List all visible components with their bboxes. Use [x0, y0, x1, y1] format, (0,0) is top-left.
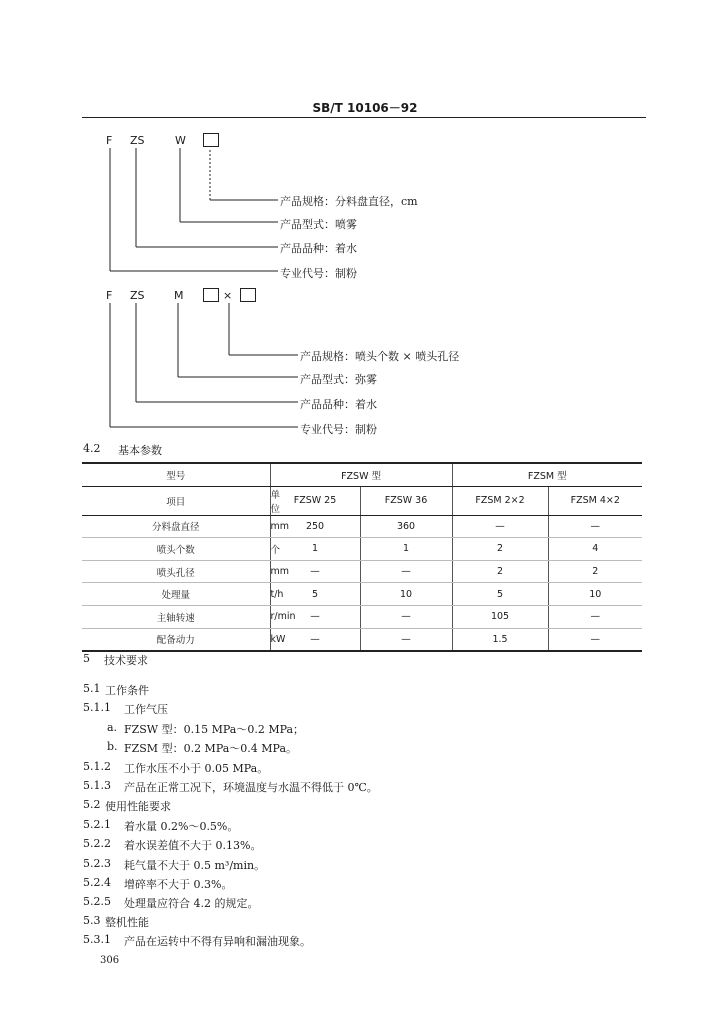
- section-number: 5.2.1: [83, 818, 111, 831]
- section-title: 基本参数: [118, 444, 162, 457]
- row-item: 喷头个数: [82, 538, 270, 561]
- section-number: 5.2.4: [83, 876, 111, 889]
- clause-text: 产品在正常工况下，环境温度与水温不得低于 0℃。: [124, 781, 378, 794]
- header-group-fzsm: FZSM 型: [452, 463, 642, 486]
- cell: 1: [270, 538, 360, 561]
- label-type: 产品型式：弥雾: [300, 373, 377, 386]
- cell: —: [548, 628, 642, 651]
- cell: 5: [452, 583, 548, 606]
- section-title: 整机性能: [105, 916, 149, 929]
- clause-text: 着水误差值不大于 0.13%。: [124, 839, 262, 852]
- cell: —: [452, 515, 548, 538]
- section-number: 5.3.1: [83, 933, 111, 946]
- header-group-fzsw: FZSW 型: [270, 463, 452, 486]
- header-model-4: FZSM 4×2: [548, 486, 642, 515]
- section-title: 使用性能要求: [105, 800, 171, 813]
- clause-text: 产品在运转中不得有异响和漏油现象。: [124, 935, 311, 948]
- header-model: 型号: [82, 463, 270, 486]
- standard-number: SB/T 10106－92: [312, 101, 418, 115]
- cell: 2: [452, 538, 548, 561]
- section-number: 5.3: [83, 914, 101, 927]
- cell: —: [548, 515, 642, 538]
- table-row: [82, 605, 642, 628]
- section-number: 5.1.3: [83, 779, 111, 792]
- cell: —: [360, 628, 452, 651]
- label-discipline: 专业代号：制粉: [280, 267, 357, 280]
- section-number: 5.1: [83, 682, 101, 695]
- section-title: 工作气压: [124, 703, 168, 716]
- section-title: 技术要求: [104, 654, 148, 667]
- code-zs: ZS: [130, 289, 145, 302]
- cell: 360: [360, 515, 452, 538]
- clause-text: FZSW 型：0.15 MPa～0.2 MPa；: [124, 723, 305, 736]
- cell: 250: [270, 515, 360, 538]
- cell: —: [360, 560, 452, 583]
- label-variety: 产品品种：着水: [300, 398, 377, 411]
- row-item: 分料盘直径: [82, 515, 270, 538]
- section-number: 5.1.1: [83, 701, 111, 714]
- row-item: 喷头孔径: [82, 560, 270, 583]
- table-row: [82, 515, 642, 538]
- cell: 10: [360, 583, 452, 606]
- cell: —: [548, 605, 642, 628]
- label-discipline: 专业代号：制粉: [300, 423, 377, 436]
- times-sign: ×: [223, 289, 233, 302]
- cell: —: [360, 605, 452, 628]
- code-w: W: [175, 134, 186, 147]
- section-number: 5.1.2: [83, 760, 111, 773]
- table-row: [82, 583, 642, 606]
- row-item: 配备动力: [82, 628, 270, 651]
- row-item: 处理量: [82, 583, 270, 606]
- page-number: 306: [100, 955, 120, 966]
- table-row: [82, 628, 642, 651]
- header-model-3: FZSM 2×2: [452, 486, 548, 515]
- cell: 105: [452, 605, 548, 628]
- table-subheader-row: [82, 486, 642, 515]
- basic-parameters-table: [82, 462, 642, 652]
- code-f: F: [106, 134, 113, 147]
- clause-text: 增碎率不大于 0.3%。: [124, 878, 233, 891]
- cell: 10: [548, 583, 642, 606]
- cell: —: [270, 628, 360, 651]
- clause-text: 处理量应符合 4.2 的规定。: [124, 897, 259, 910]
- table-row: [82, 538, 642, 561]
- section-number: 5.2.3: [83, 857, 111, 870]
- section-number: 4.2: [83, 442, 101, 455]
- header-item: 项目: [82, 486, 270, 515]
- cell: 2: [548, 560, 642, 583]
- clause-text: 着水量 0.2%～0.5%。: [124, 820, 239, 833]
- section-number: 5.2: [83, 798, 101, 811]
- section-number: 5.2.5: [83, 895, 111, 908]
- row-item: 主轴转速: [82, 605, 270, 628]
- header-model-1: FZSW 25: [270, 486, 360, 515]
- clause-text: 工作水压不小于 0.05 MPa。: [124, 762, 269, 775]
- code-zs: ZS: [130, 134, 145, 147]
- cell: 1.5: [452, 628, 548, 651]
- label-type: 产品型式：喷雾: [280, 218, 357, 231]
- label-spec: 产品规格：喷头个数 × 喷头孔径: [300, 350, 460, 363]
- section-number: 5.2.2: [83, 837, 111, 850]
- cell: 1: [360, 538, 452, 561]
- cell: 5: [270, 583, 360, 606]
- code-m: M: [174, 289, 184, 302]
- clause-text: FZSM 型：0.2 MPa～0.4 MPa。: [124, 742, 298, 755]
- list-marker: a.: [107, 721, 118, 734]
- cell: 2: [452, 560, 548, 583]
- cell: —: [270, 605, 360, 628]
- table-row: [82, 560, 642, 583]
- code-f: F: [106, 289, 113, 302]
- section-title: 工作条件: [105, 684, 149, 697]
- cell: 4: [548, 538, 642, 561]
- clause-text: 耗气量不大于 0.5 m³/min。: [124, 859, 266, 872]
- list-marker: b.: [107, 740, 118, 753]
- section-number: 5: [83, 652, 90, 665]
- label-variety: 产品品种：着水: [280, 242, 357, 255]
- label-spec: 产品规格：分料盘直径，cm: [280, 195, 418, 208]
- cell: —: [270, 560, 360, 583]
- table-header-row: [82, 463, 642, 486]
- header-model-2: FZSW 36: [360, 486, 452, 515]
